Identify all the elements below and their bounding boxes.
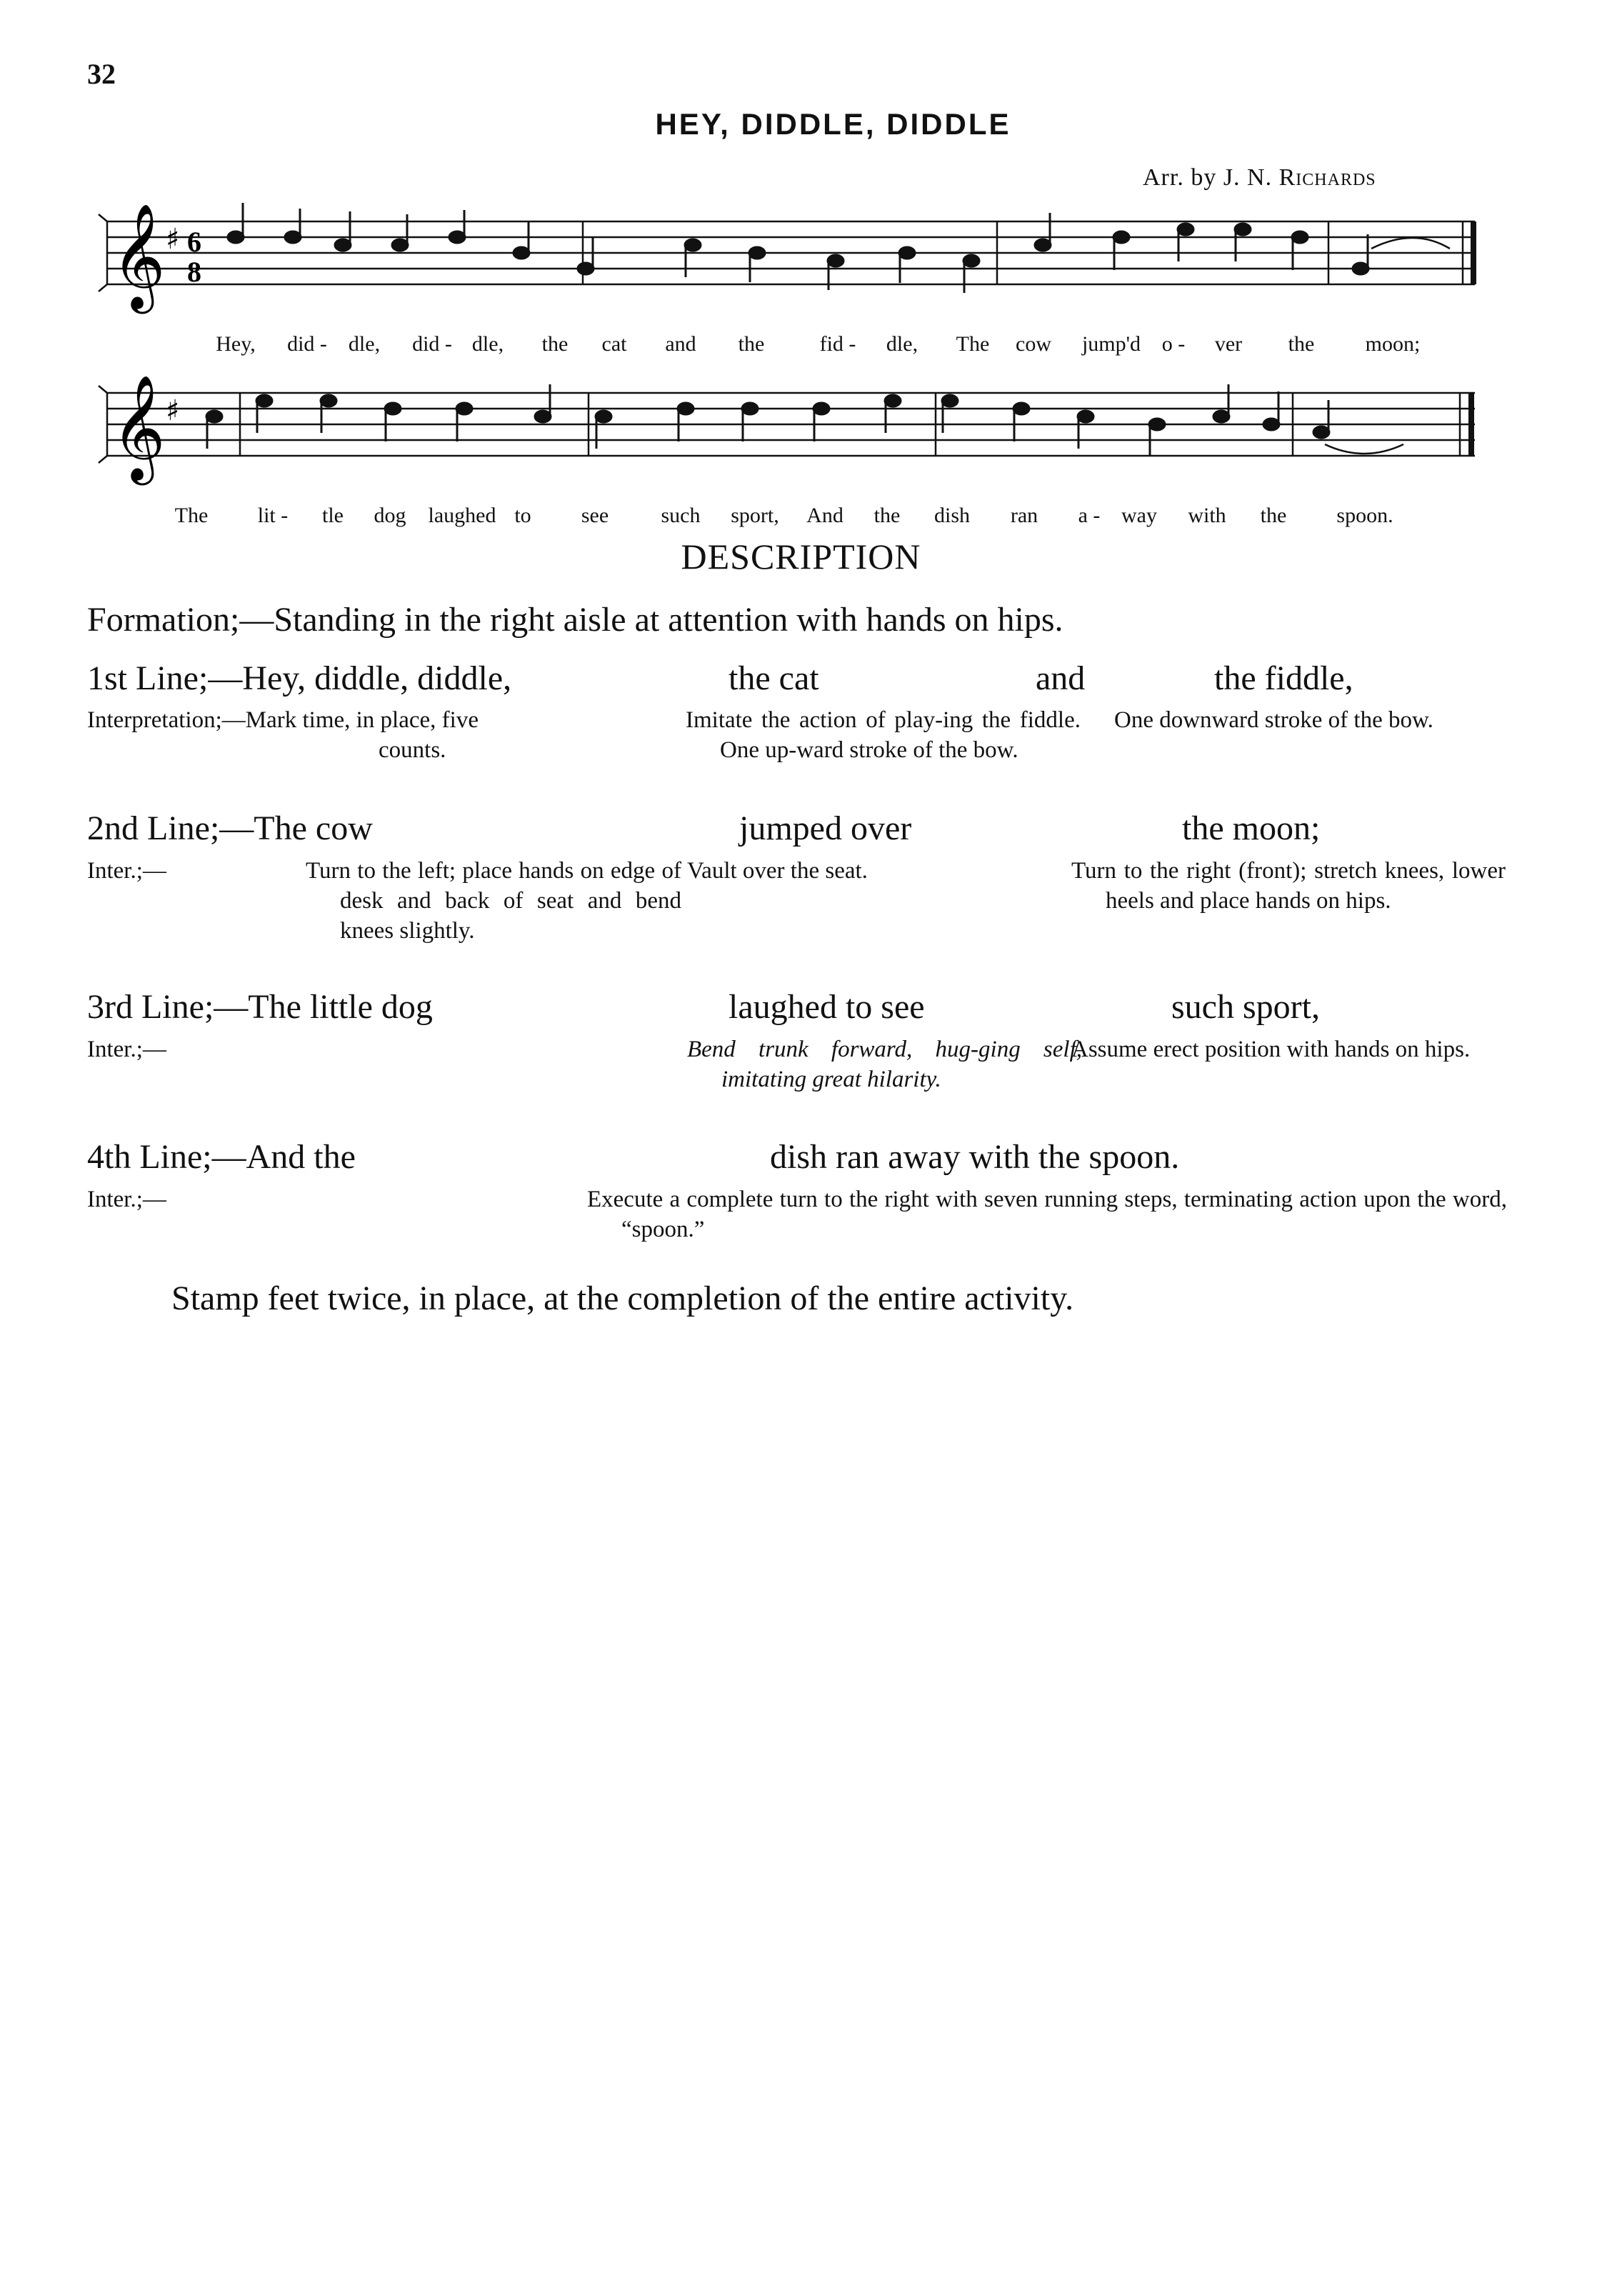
time-signature-top: 6 — [187, 226, 201, 258]
line-3-label: 3rd Line;—The little dog — [87, 988, 433, 1026]
line-2-label: 2nd Line;—The cow — [87, 809, 373, 847]
arranger-credit — [1143, 164, 1376, 191]
line-2-col4: the moon; — [1182, 809, 1321, 847]
lyric-syllable: did - — [287, 332, 327, 356]
lyric-syllable: spoon. — [1336, 504, 1393, 527]
lyric-syllable: dle, — [471, 332, 504, 356]
lyric-syllable: fid - — [819, 332, 856, 356]
closing-text: Stamp feet twice, in place, at the completion of the entire activity. — [171, 1279, 1074, 1317]
lyric-syllable: Hey, — [216, 332, 256, 356]
music-staff-2 — [86, 364, 1500, 486]
line-4-inter-label: Inter.;— — [87, 1187, 166, 1212]
lyric-syllable: way — [1121, 504, 1157, 527]
lyrics-line-2 — [86, 504, 1500, 539]
lyric-syllable: the — [541, 332, 569, 356]
lyric-syllable: ran — [1010, 504, 1038, 527]
notes-staff-1 — [228, 203, 1450, 293]
line-4-label: 4th Line;—And the — [87, 1138, 356, 1176]
lyric-syllable: ver — [1214, 332, 1243, 356]
lyric-syllable: dle, — [348, 332, 381, 356]
line-2-col2: jumped over — [739, 809, 912, 847]
lyric-syllable: to — [514, 504, 531, 527]
line-1-interpretation-label: Interpretation;—Mark time, in place, five — [87, 707, 479, 733]
lyric-syllable: lit - — [257, 504, 289, 527]
line-1-interpretation-cont: counts. — [379, 737, 446, 763]
lyric-syllable: sport, — [731, 504, 779, 527]
lyric-syllable: dish — [933, 504, 971, 527]
line-4-col2: dish ran away with the spoon. — [770, 1138, 1180, 1176]
lyric-syllable: a - — [1078, 504, 1101, 527]
lyric-syllable: moon; — [1365, 332, 1421, 356]
lyric-syllable: tle — [322, 504, 344, 527]
line-3-col2: laughed to see — [729, 988, 925, 1026]
line-3-inter-label: Inter.;— — [87, 1037, 166, 1062]
lyric-syllable: and — [665, 332, 696, 356]
sharp-icon: ♯ — [166, 223, 180, 256]
lyric-syllable: the — [1288, 332, 1315, 356]
line-2-inter-label: Inter.;— — [87, 858, 166, 884]
arranger-name: Richards — [1278, 164, 1376, 191]
page-number: 32 — [87, 58, 116, 90]
line-3-col4: such sport, — [1171, 988, 1320, 1026]
lyric-syllable: laughed — [428, 504, 496, 527]
line-2-interpretation-col1: Turn to the left; place hands on edge of desk and back of seat and bend knees slightly. — [306, 858, 681, 944]
lyric-syllable: the — [1260, 504, 1287, 527]
lyric-syllable: jump'd — [1081, 332, 1141, 356]
lyric-syllable: with — [1188, 504, 1226, 527]
line-1-col3: and — [1036, 659, 1086, 697]
lyric-syllable: The — [174, 504, 209, 527]
lyric-syllable: The — [956, 332, 990, 356]
lyric-syllable: dle, — [886, 332, 918, 356]
formation-text: Formation;—Standing in the right aisle at attention with hands on hips. — [87, 601, 1063, 639]
sharp-icon: ♯ — [166, 394, 180, 427]
song-title: HEY, DIDDLE, DIDDLE — [655, 107, 1011, 141]
notes-staff-2 — [206, 384, 1403, 456]
line-1-interpretation-col4: One downward stroke of the bow. — [1114, 707, 1433, 733]
line-1-label: 1st Line;—Hey, diddle, diddle, — [87, 659, 512, 697]
line-2-interpretation-col4: Turn to the right (front); stretch knees, lower heels and place hands on hips. — [1071, 858, 1506, 914]
lyric-syllable: dog — [374, 504, 406, 527]
lyric-syllable: And — [806, 504, 843, 527]
line-1-col4: the fiddle, — [1214, 659, 1353, 697]
description-heading: DESCRIPTION — [681, 536, 921, 577]
lyric-syllable: cow — [1016, 332, 1051, 356]
lyric-syllable: see — [581, 504, 609, 527]
lyric-syllable: the — [873, 504, 901, 527]
line-4-interpretation-col2: Execute a complete turn to the right with seven running steps, terminating action upon the word, “spoon.” — [587, 1187, 1507, 1242]
lyric-syllable: such — [661, 504, 701, 527]
lyric-syllable: the — [738, 332, 765, 356]
line-2-interpretation-col2: Vault over the seat. — [687, 858, 868, 884]
treble-clef-icon: 𝄞 — [111, 374, 166, 481]
lyric-syllable: cat — [601, 332, 627, 356]
line-3-interpretation-col4: Assume erect position with hands on hips. — [1071, 1037, 1471, 1062]
time-signature-bottom: 8 — [187, 256, 201, 288]
lyric-syllable: o - — [1161, 332, 1186, 356]
line-3-interpretation-col2: Bend trunk forward, hug-ging self, imitating great hilarity. — [687, 1037, 1082, 1092]
line-1-interpretation-col2: Imitate the action of play-ing the fiddle. One up-ward stroke of the bow. — [686, 707, 1081, 763]
treble-clef-icon: 𝄞 — [111, 203, 166, 309]
lyric-syllable: did - — [412, 332, 452, 356]
lyrics-line-1 — [86, 332, 1500, 368]
arranger-prefix: Arr. by J. N. — [1143, 164, 1279, 191]
line-1-col2: the cat — [729, 659, 819, 697]
music-staff-1 — [86, 193, 1500, 314]
